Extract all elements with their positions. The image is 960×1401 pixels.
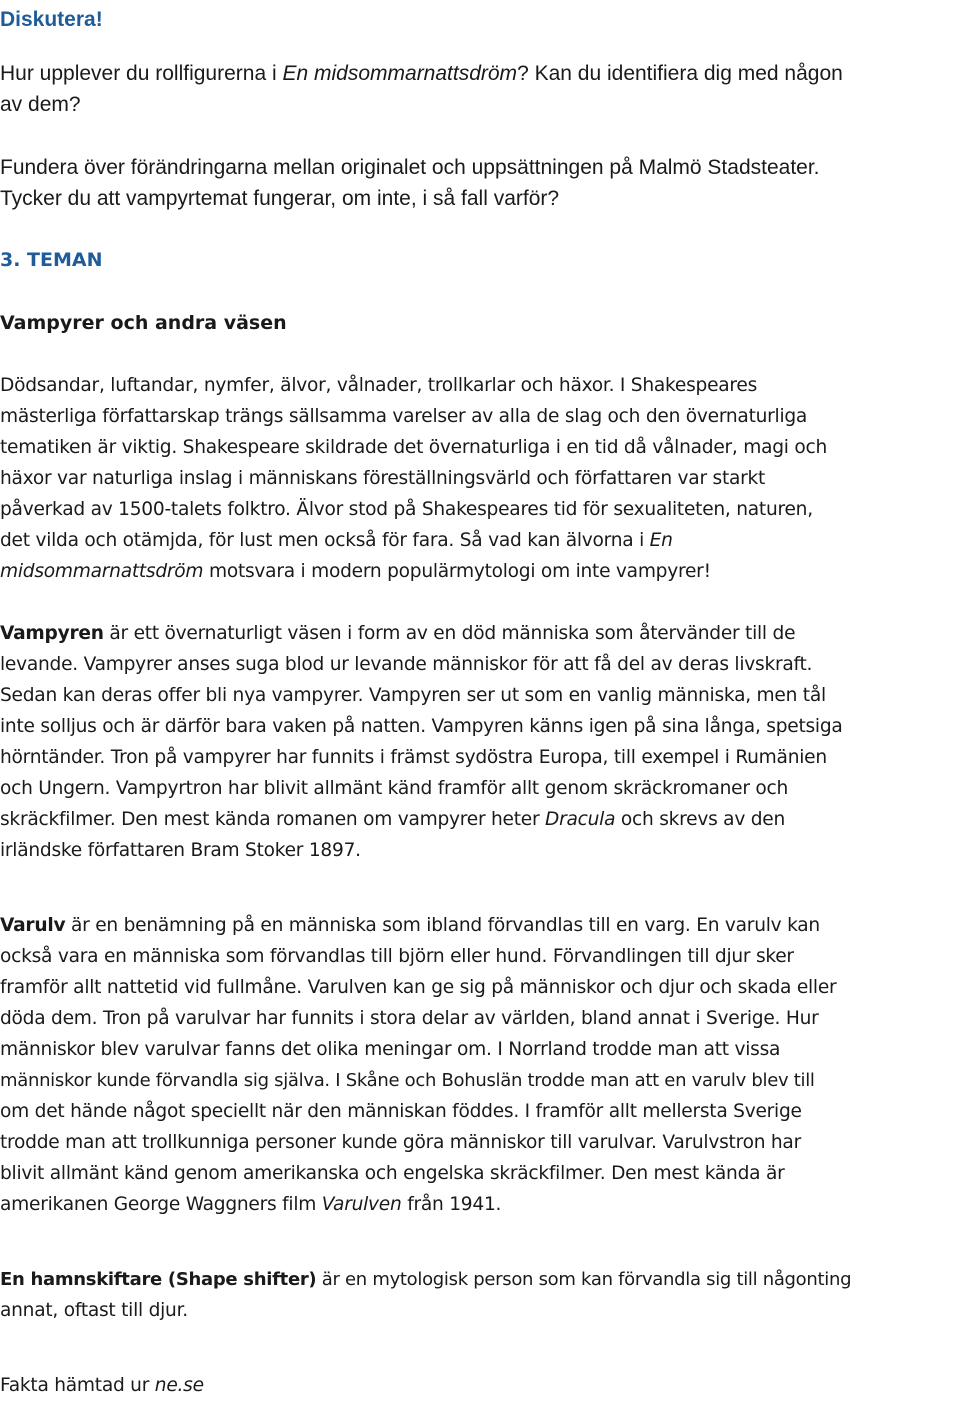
vampyr-line-2: levande. Vampyrer anses suga blod ur levande människor för att få del av deras livskraft. bbox=[0, 654, 813, 675]
vampyr-line-1: Vampyren är ett övernaturligt väsen i form av en död människa som återvänder till de bbox=[0, 623, 796, 644]
varulv-line-8: trodde man att trollkunniga personer kunde göra människor till varulvar. Varulvstron har bbox=[0, 1132, 801, 1153]
varulv-line-3: framför allt nattetid vid fullmåne. Varulven kan ge sig på människor och djur och skada eller bbox=[0, 977, 837, 998]
varulv-term: Varulv bbox=[0, 915, 66, 936]
section-heading: 3. TEMAN bbox=[0, 249, 103, 271]
hamn-line-1: En hamnskiftare (Shape shifter) är en mytologisk person som kan förvandla sig till någonting bbox=[0, 1269, 852, 1290]
intro-line-5: påverkad av 1500-talets folktro. Älvor stod på Shakespeares tid för sexualiteten, naturen, bbox=[0, 499, 813, 520]
hamn-term: En hamnskiftare (Shape shifter) bbox=[0, 1269, 317, 1290]
varulv-line-9: blivit allmänt känd genom amerikanska och engelska skräckfilmer. Den mest kända är bbox=[0, 1163, 785, 1184]
intro-line-3: tematiken är viktig. Shakespeare skildrade det övernaturliga i en tid då vålnader, magi och bbox=[0, 437, 827, 458]
intro-line-2: mästerliga författarskap trängs sällsamma varelser av alla de slag och den övernaturliga bbox=[0, 406, 808, 427]
varulv-line-5: människor blev varulvar fanns det olika meningar om. I Norrland trodde man att vissa bbox=[0, 1039, 781, 1060]
vampyr-line-8: irländske författaren Bram Stoker 1897. bbox=[0, 840, 361, 861]
discuss-title: Diskutera! bbox=[0, 8, 103, 31]
source-link-text: ne.se bbox=[154, 1375, 204, 1396]
vampyr-line-7: skräckfilmer. Den mest kända romanen om vampyrer heter Dracula och skrevs av den bbox=[0, 809, 786, 830]
intro-line-1: Dödsandar, luftandar, nymfer, älvor, vålnader, trollkarlar och häxor. I Shakespeares bbox=[0, 375, 758, 396]
vampyr-line-5: hörntänder. Tron på vampyrer har funnits i främst sydöstra Europa, till exempel i Rumänien bbox=[0, 747, 827, 768]
question-2-line-1: Fundera över förändringarna mellan originalet och uppsättningen på Malmö Stadsteater. bbox=[0, 156, 820, 179]
section-subheading: Vampyrer och andra väsen bbox=[0, 312, 287, 334]
varulv-line-2: också vara en människa som förvandlas till björn eller hund. Förvandlingen till djur sker bbox=[0, 946, 794, 967]
intro-line-6: det vilda och otämjda, för lust men också för fara. Så vad kan älvorna i En bbox=[0, 530, 673, 551]
vampyr-line-4: inte solljus och är därför bara vaken på natten. Vampyren känns igen på sina långa, spetsiga bbox=[0, 716, 843, 737]
question-2-line-2: Tycker du att vampyrtemat fungerar, om inte, i så fall varför? bbox=[0, 187, 560, 210]
question-1-line-1: Hur upplever du rollfigurerna i En midsommarnattsdröm? Kan du identifiera dig med någon bbox=[0, 62, 843, 85]
intro-line-7: midsommarnattsdröm motsvara i modern populärmytologi om inte vampyrer! bbox=[0, 561, 711, 582]
hamn-line-2: annat, oftast till djur. bbox=[0, 1300, 188, 1321]
vampyr-line-3: Sedan kan deras offer bli nya vampyrer. Vampyren ser ut som en vanlig människa, men tål bbox=[0, 685, 826, 706]
varulv-line-1: Varulv är en benämning på en människa som ibland förvandlas till en varg. En varulv kan bbox=[0, 915, 820, 936]
intro-line-4: häxor var naturliga inslag i människans föreställningsvärld och författaren var starkt bbox=[0, 468, 766, 489]
varulv-line-6: människor kunde förvandla sig själva. I Skåne och Bohuslän trodde man att en varulv blev till bbox=[0, 1070, 815, 1091]
vampyr-term: Vampyren bbox=[0, 623, 104, 644]
question-1-line-2: av dem? bbox=[0, 93, 81, 116]
varulv-line-7: om det hände något speciellt när den människan föddes. I framför allt mellersta Sverige bbox=[0, 1101, 802, 1122]
varulv-line-10: amerikanen George Waggners film Varulven från 1941. bbox=[0, 1194, 502, 1215]
varulv-line-4: döda dem. Tron på varulvar har funnits i stora delar av världen, bland annat i Sverige. Hur bbox=[0, 1008, 819, 1029]
source-line: Fakta hämtad ur ne.se bbox=[0, 1375, 204, 1396]
vampyr-line-6: och Ungern. Vampyrtron har blivit allmänt känd framför allt genom skräckromaner och bbox=[0, 778, 789, 799]
